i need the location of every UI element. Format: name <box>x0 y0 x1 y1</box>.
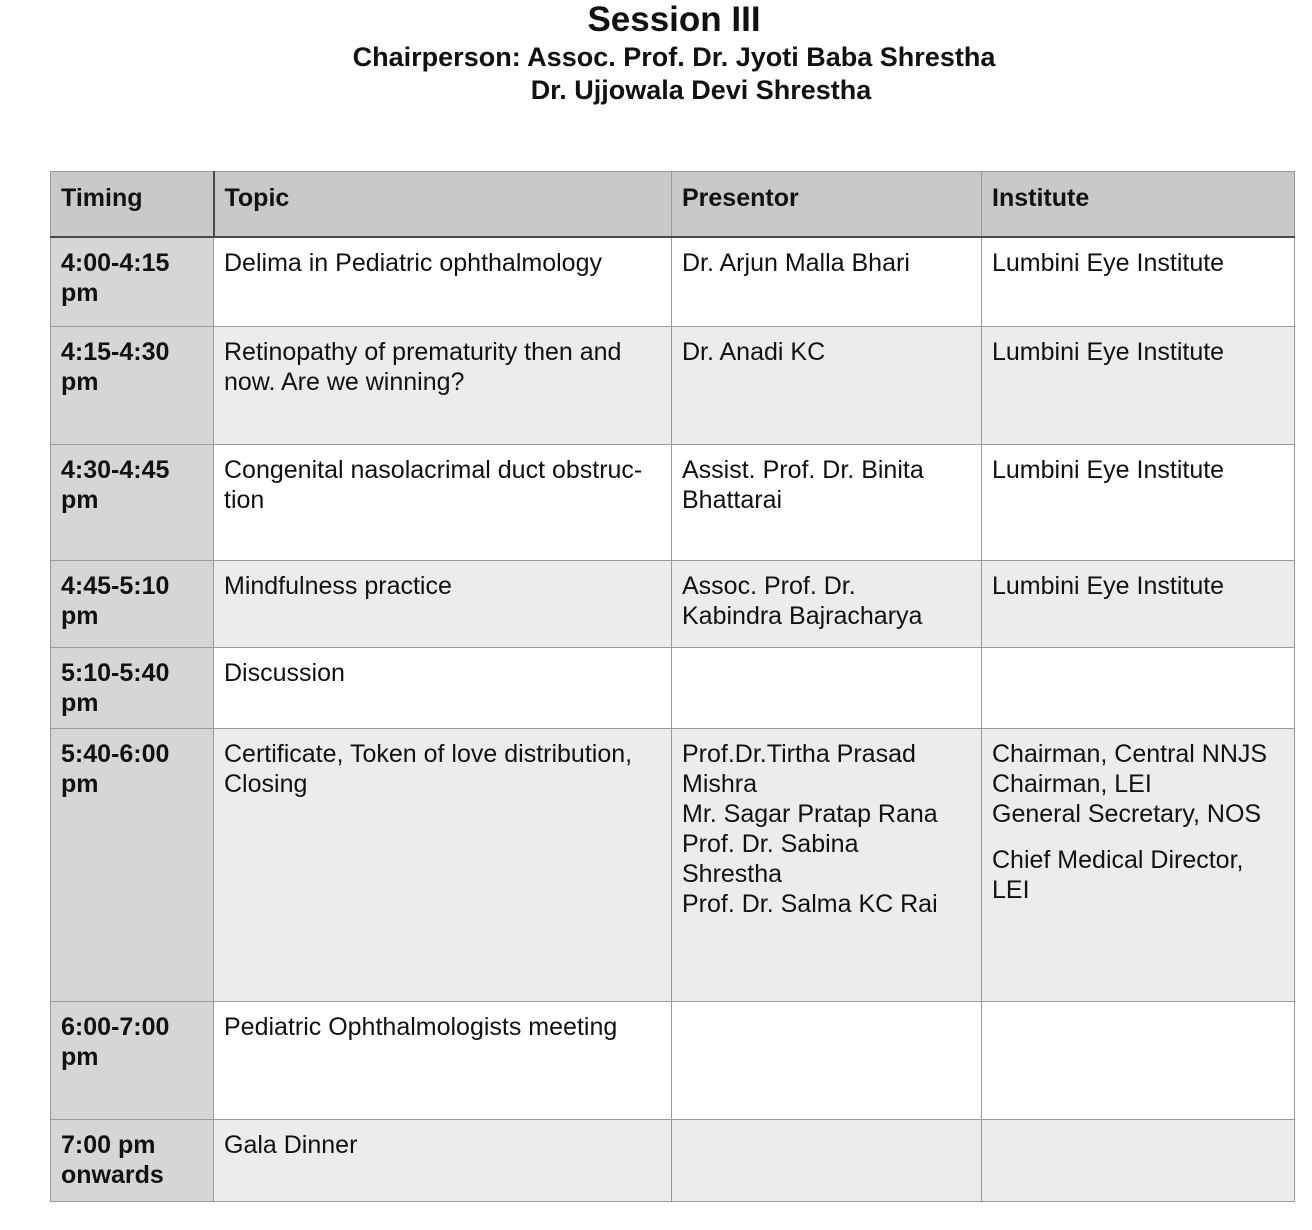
cell-line: 4:00-4:15 <box>61 249 170 277</box>
cell-line: Gala Dinner <box>224 1130 358 1159</box>
presentor-cell <box>672 1119 982 1201</box>
cell-line: pm <box>61 279 99 307</box>
presentor-cell <box>672 444 982 560</box>
topic-cell <box>214 444 672 560</box>
topic-cell <box>214 326 672 444</box>
topic-cell <box>214 728 672 1001</box>
session-title: Session III <box>587 0 761 39</box>
cell-line: Certificate, Token of love distribution, <box>224 739 633 768</box>
cell-line: Mishra <box>682 769 758 798</box>
timing-cell <box>51 1001 214 1119</box>
institute-cell <box>982 326 1295 444</box>
topic-cell <box>214 560 672 647</box>
institute-cell <box>982 237 1295 326</box>
timing-cell <box>51 647 214 728</box>
cell-line: pm <box>61 1042 99 1071</box>
chairperson-line-1: Chairperson: Assoc. Prof. Dr. Jyoti Baba Shrestha <box>352 42 996 72</box>
topic-cell <box>214 647 672 728</box>
cell-line: 6:00-7:00 <box>61 1012 170 1041</box>
table-row <box>51 1119 1295 1201</box>
table-row <box>51 728 1295 1001</box>
cell-line: General Secretary, NOS <box>992 799 1262 828</box>
topic-cell <box>214 1119 672 1201</box>
cell-line: Prof. Dr. Salma KC Rai <box>682 889 938 918</box>
table-row <box>51 326 1295 444</box>
column-header-topic: Topic <box>214 172 672 238</box>
presentor-cell <box>672 647 982 728</box>
institute-cell <box>982 560 1295 647</box>
cell-line: Chairman, Central NNJS <box>992 739 1268 768</box>
table-row <box>51 444 1295 560</box>
cell-line: Pediatric Ophthalmologists meeting <box>224 1012 618 1041</box>
cell-line: 5:40-6:00 <box>61 739 170 768</box>
presentor-cell <box>672 728 982 1001</box>
cell-line: tion <box>224 485 265 514</box>
cell-line: onwards <box>61 1160 164 1189</box>
cell-line: Lumbini Eye Institute <box>992 455 1225 484</box>
cell-line <box>992 829 1284 845</box>
column-header-timing: Timing <box>51 172 214 238</box>
column-header-presentor: Presentor <box>672 172 982 238</box>
cell-line: Mr. Sagar Pratap Rana <box>682 799 938 828</box>
cell-line: Dr. Anadi KC <box>682 337 826 366</box>
table-row <box>51 647 1295 728</box>
timing-cell <box>51 728 214 1001</box>
cell-line: pm <box>61 688 99 717</box>
timing-cell <box>51 560 214 647</box>
cell-line: Dr. Arjun Malla Bhari <box>682 249 910 277</box>
institute-cell <box>982 444 1295 560</box>
cell-line: Discussion <box>224 658 345 687</box>
cell-line: pm <box>61 601 99 630</box>
cell-line: Chairman, LEI <box>992 769 1152 798</box>
presentor-cell <box>672 237 982 326</box>
cell-line: Bhattarai <box>682 485 783 514</box>
institute-cell <box>982 1119 1295 1201</box>
cell-line: pm <box>61 485 99 514</box>
table-header-row <box>51 172 1295 238</box>
topic-cell <box>214 1001 672 1119</box>
cell-line: Assoc. Prof. Dr. <box>682 571 856 600</box>
cell-line: 5:10-5:40 <box>61 658 170 687</box>
cell-line: Prof. Dr. Sabina <box>682 829 859 858</box>
timing-cell <box>51 444 214 560</box>
cell-line: Assist. Prof. Dr. Binita <box>682 455 924 484</box>
cell-line: Shrestha <box>682 859 783 888</box>
column-header-institute: Institute <box>982 172 1295 238</box>
cell-line: Lumbini Eye Institute <box>992 249 1225 277</box>
cell-line: LEI <box>992 875 1030 904</box>
institute-cell <box>982 728 1295 1001</box>
topic-cell <box>214 237 672 326</box>
cell-line: Closing <box>224 769 308 798</box>
timing-cell <box>51 326 214 444</box>
institute-cell <box>982 647 1295 728</box>
timing-cell <box>51 237 214 326</box>
cell-line: Kabindra Bajracharya <box>682 601 923 630</box>
chairperson-line-2: Dr. Ujjowala Devi Shrestha <box>530 75 872 105</box>
cell-line: now. Are we winning? <box>224 367 465 396</box>
cell-line: pm <box>61 769 99 798</box>
cell-line: Mindfulness practice <box>224 571 452 600</box>
cell-line: Congenital nasolacrimal duct obstruc- <box>224 455 643 484</box>
cell-line: 4:45-5:10 <box>61 571 170 600</box>
presentor-cell <box>672 560 982 647</box>
cell-line: Chief Medical Director, <box>992 845 1244 874</box>
schedule-body <box>51 237 1295 1201</box>
table-row <box>51 1001 1295 1119</box>
cell-line: 4:30-4:45 <box>61 455 170 484</box>
table-row <box>51 237 1295 326</box>
presentor-cell <box>672 326 982 444</box>
schedule-table <box>50 171 1295 1202</box>
cell-line: Prof.Dr.Tirtha Prasad <box>682 739 916 768</box>
cell-line: Lumbini Eye Institute <box>992 337 1225 366</box>
cell-line: 7:00 pm <box>61 1130 156 1159</box>
cell-line: Retinopathy of prematurity then and <box>224 337 622 366</box>
cell-line: Lumbini Eye Institute <box>992 571 1225 600</box>
cell-line: pm <box>61 367 99 396</box>
table-row <box>51 560 1295 647</box>
institute-cell <box>982 1001 1295 1119</box>
timing-cell <box>51 1119 214 1201</box>
cell-line: 4:15-4:30 <box>61 337 170 366</box>
presentor-cell <box>672 1001 982 1119</box>
cell-line: Delima in Pediatric ophthalmology <box>224 249 602 277</box>
